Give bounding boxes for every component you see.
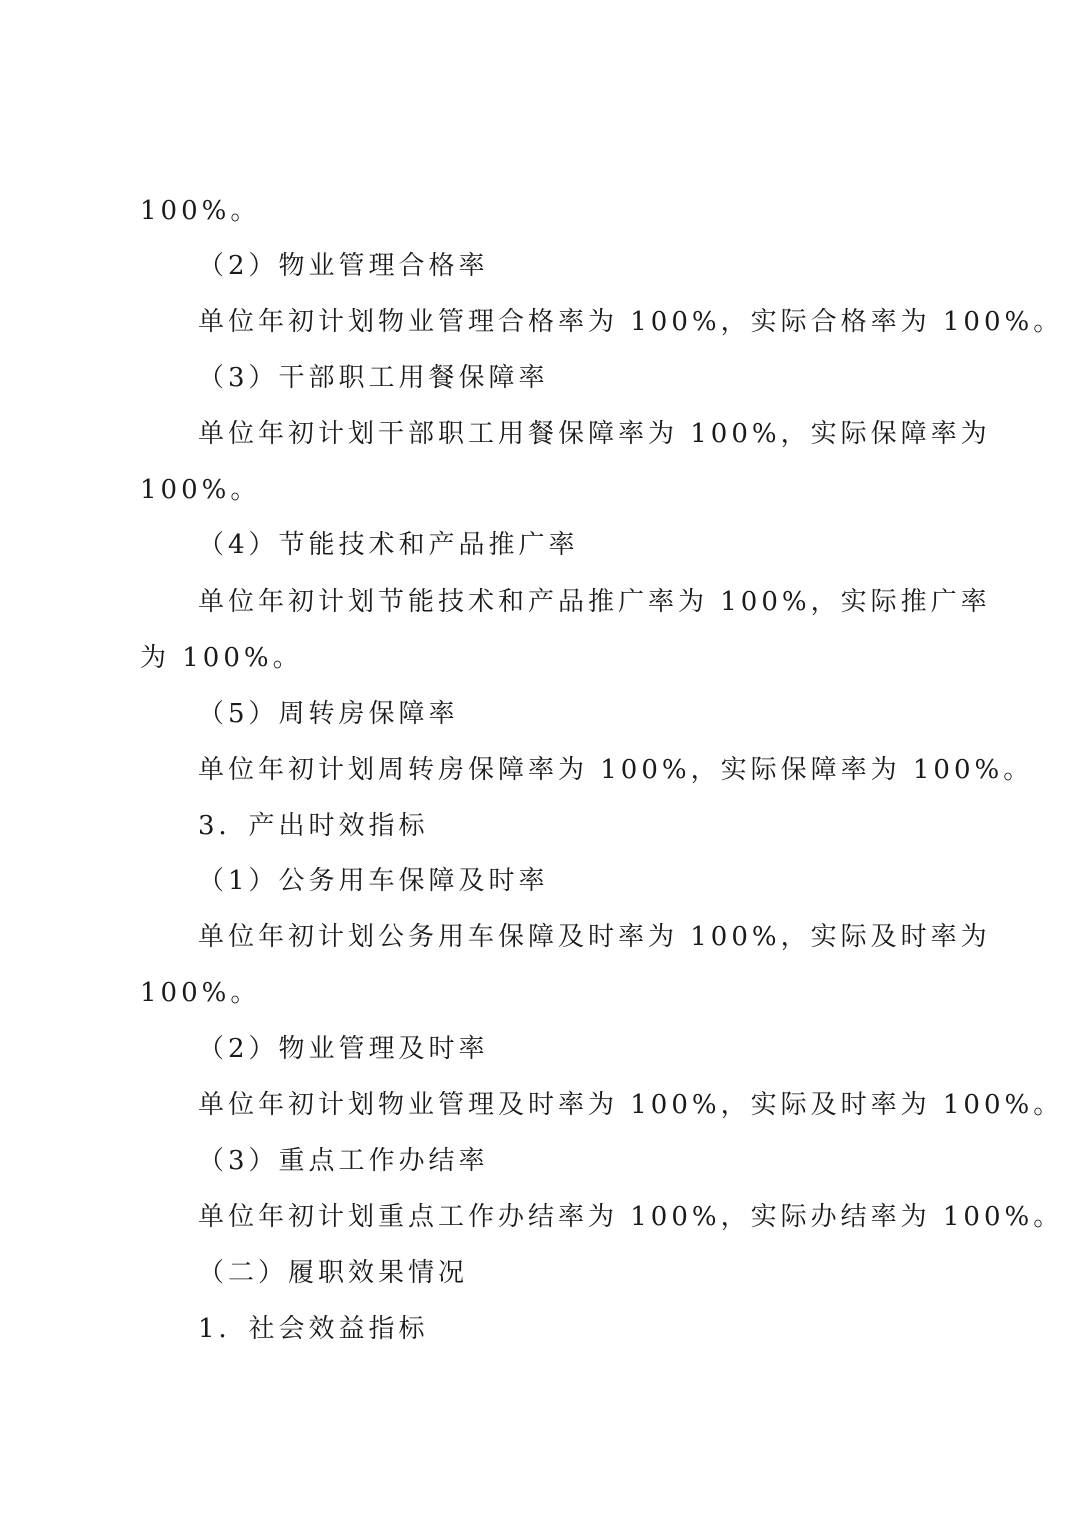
paragraph-line: 单位年初计划周转房保障率为 100%，实际保障率为 100%。 xyxy=(198,755,1034,785)
section-heading: 3．产出时效指标 xyxy=(198,811,429,841)
paragraph-line: 100%。 xyxy=(140,978,261,1008)
subheading: （4）节能技术和产品推广率 xyxy=(198,530,579,560)
subheading: （3）重点工作办结率 xyxy=(198,1146,489,1176)
section-heading: 1．社会效益指标 xyxy=(198,1314,429,1344)
paragraph-line: 单位年初计划公务用车保障及时率为 100%，实际及时率为 xyxy=(198,922,991,952)
paragraph-line: 100%。 xyxy=(140,475,261,505)
subheading: （1）公务用车保障及时率 xyxy=(198,866,549,896)
paragraph-line: 单位年初计划物业管理及时率为 100%，实际及时率为 100%。 xyxy=(198,1090,1064,1120)
subheading: （5）周转房保障率 xyxy=(198,699,459,729)
subheading: （2）物业管理及时率 xyxy=(198,1034,489,1064)
paragraph-line: 单位年初计划干部职工用餐保障率为 100%，实际保障率为 xyxy=(198,419,991,449)
text-line: 100%。 xyxy=(140,196,261,226)
paragraph-line: 单位年初计划节能技术和产品推广率为 100%，实际推广率 xyxy=(198,587,991,617)
paragraph-line: 单位年初计划物业管理合格率为 100%，实际合格率为 100%。 xyxy=(198,307,1064,337)
paragraph-line: 单位年初计划重点工作办结率为 100%，实际办结率为 100%。 xyxy=(198,1202,1064,1232)
subheading: （3）干部职工用餐保障率 xyxy=(198,363,549,393)
section-heading: （二）履职效果情况 xyxy=(198,1258,469,1288)
subheading: （2）物业管理合格率 xyxy=(198,251,489,281)
paragraph-line: 为 100%。 xyxy=(140,643,303,673)
